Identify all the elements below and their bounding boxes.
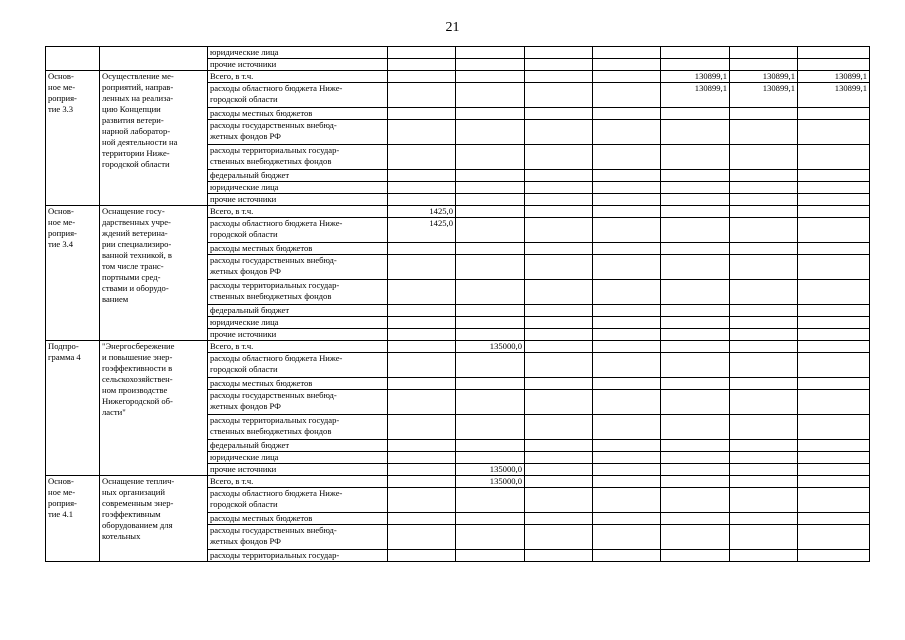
table-row xyxy=(46,341,870,353)
amount-cell xyxy=(456,353,525,378)
amount-cell xyxy=(730,513,798,525)
amount-cell xyxy=(661,305,730,317)
funding-source-cell: расходы государственных внебюд- жетных фондов РФ xyxy=(208,525,388,550)
amount-cell xyxy=(456,488,525,513)
amount-cell xyxy=(525,59,593,71)
amount-cell xyxy=(593,440,661,452)
amount-cell xyxy=(593,255,661,280)
amount-cell xyxy=(730,280,798,305)
amount-cell xyxy=(798,390,870,415)
amount-cell xyxy=(525,280,593,305)
amount-cell xyxy=(661,329,730,341)
amount-cell: 1425,0 xyxy=(388,206,456,218)
funding-source-cell: юридические лица xyxy=(208,317,388,329)
amount-cell xyxy=(388,476,456,488)
amount-cell xyxy=(798,305,870,317)
amount-cell xyxy=(593,353,661,378)
table-row xyxy=(46,476,870,488)
amount-cell xyxy=(798,550,870,562)
amount-cell: 1425,0 xyxy=(388,218,456,243)
amount-cell xyxy=(730,145,798,170)
amount-cell xyxy=(593,182,661,194)
funding-source-cell: расходы территориальных государ- ственных внебюджетных фондов xyxy=(208,145,388,170)
amount-cell xyxy=(388,525,456,550)
amount-cell xyxy=(730,120,798,145)
amount-cell xyxy=(730,59,798,71)
amount-cell xyxy=(525,488,593,513)
amount-cell xyxy=(525,47,593,59)
amount-cell xyxy=(798,194,870,206)
amount-cell xyxy=(388,47,456,59)
amount-cell xyxy=(661,378,730,390)
amount-cell xyxy=(593,305,661,317)
funding-source-cell: Всего, в т.ч. xyxy=(208,71,388,83)
amount-cell xyxy=(730,440,798,452)
amount-cell xyxy=(661,476,730,488)
amount-cell xyxy=(593,243,661,255)
amount-cell xyxy=(730,218,798,243)
amount-cell xyxy=(730,353,798,378)
amount-cell xyxy=(525,305,593,317)
amount-cell xyxy=(593,47,661,59)
amount-cell xyxy=(661,464,730,476)
amount-cell xyxy=(593,525,661,550)
amount-cell xyxy=(456,452,525,464)
amount-cell xyxy=(798,120,870,145)
amount-cell xyxy=(388,550,456,562)
amount-cell xyxy=(593,329,661,341)
amount-cell xyxy=(730,415,798,440)
amount-cell xyxy=(661,440,730,452)
amount-cell xyxy=(730,243,798,255)
amount-cell xyxy=(525,170,593,182)
amount-cell xyxy=(593,145,661,170)
amount-cell xyxy=(456,317,525,329)
amount-cell xyxy=(730,206,798,218)
amount-cell xyxy=(798,182,870,194)
amount-cell xyxy=(730,390,798,415)
amount-cell xyxy=(798,476,870,488)
amount-cell xyxy=(798,108,870,120)
amount-cell xyxy=(593,390,661,415)
amount-cell xyxy=(661,255,730,280)
amount-cell xyxy=(456,378,525,390)
amount-cell xyxy=(525,525,593,550)
amount-cell xyxy=(525,550,593,562)
amount-cell xyxy=(593,194,661,206)
amount-cell xyxy=(525,194,593,206)
amount-cell xyxy=(798,341,870,353)
funding-source-cell: прочие источники xyxy=(208,194,388,206)
funding-source-cell: юридические лица xyxy=(208,182,388,194)
amount-cell xyxy=(388,353,456,378)
amount-cell xyxy=(388,329,456,341)
amount-cell xyxy=(388,378,456,390)
amount-cell xyxy=(661,317,730,329)
amount-cell xyxy=(388,255,456,280)
funding-source-cell: юридические лица xyxy=(208,452,388,464)
amount-cell xyxy=(456,415,525,440)
amount-cell xyxy=(388,83,456,108)
amount-cell xyxy=(593,170,661,182)
amount-cell: 130899,1 xyxy=(798,83,870,108)
funding-source-cell: расходы территориальных государ- ственных внебюджетных фондов xyxy=(208,415,388,440)
funding-source-cell: расходы областного бюджета Ниже- городской области xyxy=(208,488,388,513)
amount-cell xyxy=(730,464,798,476)
amount-cell xyxy=(593,108,661,120)
funding-source-cell: прочие источники xyxy=(208,329,388,341)
amount-cell xyxy=(525,120,593,145)
amount-cell xyxy=(456,47,525,59)
amount-cell xyxy=(798,255,870,280)
amount-cell xyxy=(525,182,593,194)
amount-cell xyxy=(388,341,456,353)
amount-cell xyxy=(456,513,525,525)
amount-cell xyxy=(525,390,593,415)
budget-table xyxy=(45,46,870,562)
funding-source-cell: расходы местных бюджетов xyxy=(208,378,388,390)
program-code-cell: Основ- ное ме- роприя- тие 3.3 xyxy=(46,71,100,206)
funding-source-cell: расходы областного бюджета Ниже- городской области xyxy=(208,83,388,108)
amount-cell xyxy=(525,513,593,525)
table-row xyxy=(46,47,870,59)
amount-cell xyxy=(525,145,593,170)
amount-cell xyxy=(456,120,525,145)
amount-cell xyxy=(388,305,456,317)
program-name-cell: Осуществление ме- роприятий, направ- ленных на реализа- цию Концепции развития ветери- нарной лаборатор- ной деятельности на территории Ниже- городской области xyxy=(100,71,208,206)
amount-cell xyxy=(525,415,593,440)
amount-cell xyxy=(388,390,456,415)
amount-cell xyxy=(661,452,730,464)
amount-cell xyxy=(798,317,870,329)
amount-cell xyxy=(661,550,730,562)
amount-cell xyxy=(798,218,870,243)
amount-cell xyxy=(456,255,525,280)
amount-cell xyxy=(661,390,730,415)
funding-source-cell: расходы государственных внебюд- жетных фондов РФ xyxy=(208,255,388,280)
amount-cell xyxy=(456,71,525,83)
amount-cell xyxy=(388,170,456,182)
amount-cell xyxy=(525,341,593,353)
amount-cell xyxy=(730,476,798,488)
amount-cell xyxy=(593,452,661,464)
amount-cell xyxy=(525,206,593,218)
amount-cell xyxy=(388,59,456,71)
amount-cell xyxy=(661,145,730,170)
amount-cell xyxy=(456,170,525,182)
amount-cell xyxy=(388,120,456,145)
amount-cell xyxy=(593,513,661,525)
amount-cell xyxy=(730,550,798,562)
amount-cell xyxy=(593,218,661,243)
amount-cell xyxy=(798,440,870,452)
amount-cell xyxy=(730,255,798,280)
amount-cell xyxy=(661,353,730,378)
funding-source-cell: Всего, в т.ч. xyxy=(208,476,388,488)
amount-cell xyxy=(456,108,525,120)
amount-cell xyxy=(730,329,798,341)
amount-cell xyxy=(730,182,798,194)
amount-cell xyxy=(730,305,798,317)
amount-cell xyxy=(593,317,661,329)
amount-cell xyxy=(661,415,730,440)
amount-cell xyxy=(661,341,730,353)
amount-cell xyxy=(388,317,456,329)
amount-cell xyxy=(593,120,661,145)
amount-cell xyxy=(593,415,661,440)
amount-cell: 130899,1 xyxy=(730,83,798,108)
amount-cell xyxy=(388,243,456,255)
table-row xyxy=(46,206,870,218)
funding-source-cell: федеральный бюджет xyxy=(208,170,388,182)
amount-cell xyxy=(456,440,525,452)
amount-cell xyxy=(593,206,661,218)
amount-cell xyxy=(388,488,456,513)
funding-source-cell: Всего, в т.ч. xyxy=(208,341,388,353)
amount-cell xyxy=(730,488,798,513)
amount-cell xyxy=(388,464,456,476)
amount-cell xyxy=(525,329,593,341)
amount-cell xyxy=(593,83,661,108)
amount-cell xyxy=(525,476,593,488)
amount-cell xyxy=(661,218,730,243)
amount-cell xyxy=(661,513,730,525)
amount-cell xyxy=(456,243,525,255)
amount-cell xyxy=(798,378,870,390)
amount-cell xyxy=(798,353,870,378)
amount-cell xyxy=(388,513,456,525)
amount-cell: 135000,0 xyxy=(456,476,525,488)
amount-cell xyxy=(456,305,525,317)
amount-cell xyxy=(525,255,593,280)
amount-cell xyxy=(456,525,525,550)
amount-cell xyxy=(593,464,661,476)
amount-cell xyxy=(730,194,798,206)
amount-cell xyxy=(593,488,661,513)
amount-cell xyxy=(730,452,798,464)
funding-source-cell: расходы местных бюджетов xyxy=(208,243,388,255)
amount-cell xyxy=(456,218,525,243)
amount-cell xyxy=(456,280,525,305)
amount-cell xyxy=(525,452,593,464)
program-name-cell xyxy=(100,47,208,71)
amount-cell xyxy=(730,525,798,550)
amount-cell xyxy=(388,415,456,440)
amount-cell: 130899,1 xyxy=(798,71,870,83)
amount-cell xyxy=(661,243,730,255)
amount-cell xyxy=(661,47,730,59)
amount-cell xyxy=(798,280,870,305)
amount-cell: 130899,1 xyxy=(661,71,730,83)
amount-cell xyxy=(388,280,456,305)
program-code-cell: Основ- ное ме- роприя- тие 3.4 xyxy=(46,206,100,341)
amount-cell xyxy=(388,452,456,464)
amount-cell xyxy=(456,329,525,341)
page-number: 21 xyxy=(445,20,460,35)
program-code-cell xyxy=(46,47,100,71)
amount-cell: 130899,1 xyxy=(730,71,798,83)
program-name-cell: Оснащение госу- дарственных учре- ждений ветерина- рии специализиро- ванной техникой, в том числе транс- портными сред- ствами и оборудо- ванием xyxy=(100,206,208,341)
amount-cell xyxy=(456,550,525,562)
amount-cell xyxy=(456,206,525,218)
amount-cell xyxy=(730,341,798,353)
amount-cell xyxy=(798,170,870,182)
amount-cell xyxy=(798,488,870,513)
funding-source-cell: расходы территориальных государ- ственных внебюджетных фондов xyxy=(208,280,388,305)
amount-cell xyxy=(388,440,456,452)
amount-cell xyxy=(798,59,870,71)
amount-cell xyxy=(798,243,870,255)
amount-cell: 135000,0 xyxy=(456,341,525,353)
amount-cell xyxy=(730,317,798,329)
amount-cell xyxy=(456,390,525,415)
amount-cell xyxy=(456,182,525,194)
amount-cell xyxy=(456,59,525,71)
funding-source-cell: расходы областного бюджета Ниже- городской области xyxy=(208,218,388,243)
amount-cell xyxy=(388,194,456,206)
amount-cell xyxy=(525,83,593,108)
funding-source-cell: расходы государственных внебюд- жетных фондов РФ xyxy=(208,120,388,145)
amount-cell: 130899,1 xyxy=(661,83,730,108)
table-row xyxy=(46,71,870,83)
funding-source-cell: расходы государственных внебюд- жетных фондов РФ xyxy=(208,390,388,415)
amount-cell xyxy=(593,378,661,390)
amount-cell xyxy=(661,525,730,550)
funding-source-cell: Всего, в т.ч. xyxy=(208,206,388,218)
amount-cell xyxy=(456,194,525,206)
amount-cell xyxy=(798,464,870,476)
amount-cell xyxy=(798,415,870,440)
funding-source-cell: расходы территориальных государ- xyxy=(208,550,388,562)
amount-cell xyxy=(388,108,456,120)
amount-cell xyxy=(798,145,870,170)
amount-cell xyxy=(525,353,593,378)
funding-source-cell: юридические лица xyxy=(208,47,388,59)
amount-cell xyxy=(525,378,593,390)
program-name-cell: "Энергосбережение и повышение энер- гоэффективности в сельскохозяйствен- ном производстве Нижегородской об- ласти" xyxy=(100,341,208,476)
program-name-cell: Оснащение теплич- ных организаций современным энер- гоэффективным оборудованием для котельных xyxy=(100,476,208,562)
amount-cell xyxy=(661,280,730,305)
amount-cell xyxy=(661,59,730,71)
amount-cell xyxy=(593,341,661,353)
amount-cell xyxy=(798,329,870,341)
amount-cell xyxy=(661,108,730,120)
program-code-cell: Основ- ное ме- роприя- тие 4.1 xyxy=(46,476,100,562)
amount-cell xyxy=(456,83,525,108)
amount-cell xyxy=(593,280,661,305)
amount-cell xyxy=(730,108,798,120)
amount-cell xyxy=(661,170,730,182)
amount-cell xyxy=(525,440,593,452)
amount-cell xyxy=(525,464,593,476)
funding-source-cell: расходы местных бюджетов xyxy=(208,108,388,120)
amount-cell xyxy=(798,206,870,218)
amount-cell xyxy=(730,47,798,59)
program-code-cell: Подпро- грамма 4 xyxy=(46,341,100,476)
amount-cell xyxy=(388,71,456,83)
amount-cell xyxy=(525,243,593,255)
amount-cell xyxy=(661,182,730,194)
budget-table-body xyxy=(46,47,870,562)
amount-cell xyxy=(593,59,661,71)
amount-cell xyxy=(730,378,798,390)
amount-cell xyxy=(661,120,730,145)
funding-source-cell: федеральный бюджет xyxy=(208,305,388,317)
amount-cell xyxy=(798,525,870,550)
amount-cell xyxy=(456,145,525,170)
amount-cell xyxy=(798,513,870,525)
amount-cell xyxy=(525,317,593,329)
funding-source-cell: расходы местных бюджетов xyxy=(208,513,388,525)
amount-cell xyxy=(593,476,661,488)
amount-cell: 135000,0 xyxy=(456,464,525,476)
amount-cell xyxy=(661,488,730,513)
amount-cell xyxy=(730,170,798,182)
amount-cell xyxy=(525,218,593,243)
amount-cell xyxy=(661,206,730,218)
amount-cell xyxy=(388,145,456,170)
funding-source-cell: федеральный бюджет xyxy=(208,440,388,452)
amount-cell xyxy=(798,47,870,59)
funding-source-cell: прочие источники xyxy=(208,59,388,71)
funding-source-cell: расходы областного бюджета Ниже- городской области xyxy=(208,353,388,378)
amount-cell xyxy=(798,452,870,464)
amount-cell xyxy=(661,194,730,206)
amount-cell xyxy=(525,108,593,120)
funding-source-cell: прочие источники xyxy=(208,464,388,476)
amount-cell xyxy=(593,550,661,562)
amount-cell xyxy=(593,71,661,83)
amount-cell xyxy=(388,182,456,194)
amount-cell xyxy=(525,71,593,83)
